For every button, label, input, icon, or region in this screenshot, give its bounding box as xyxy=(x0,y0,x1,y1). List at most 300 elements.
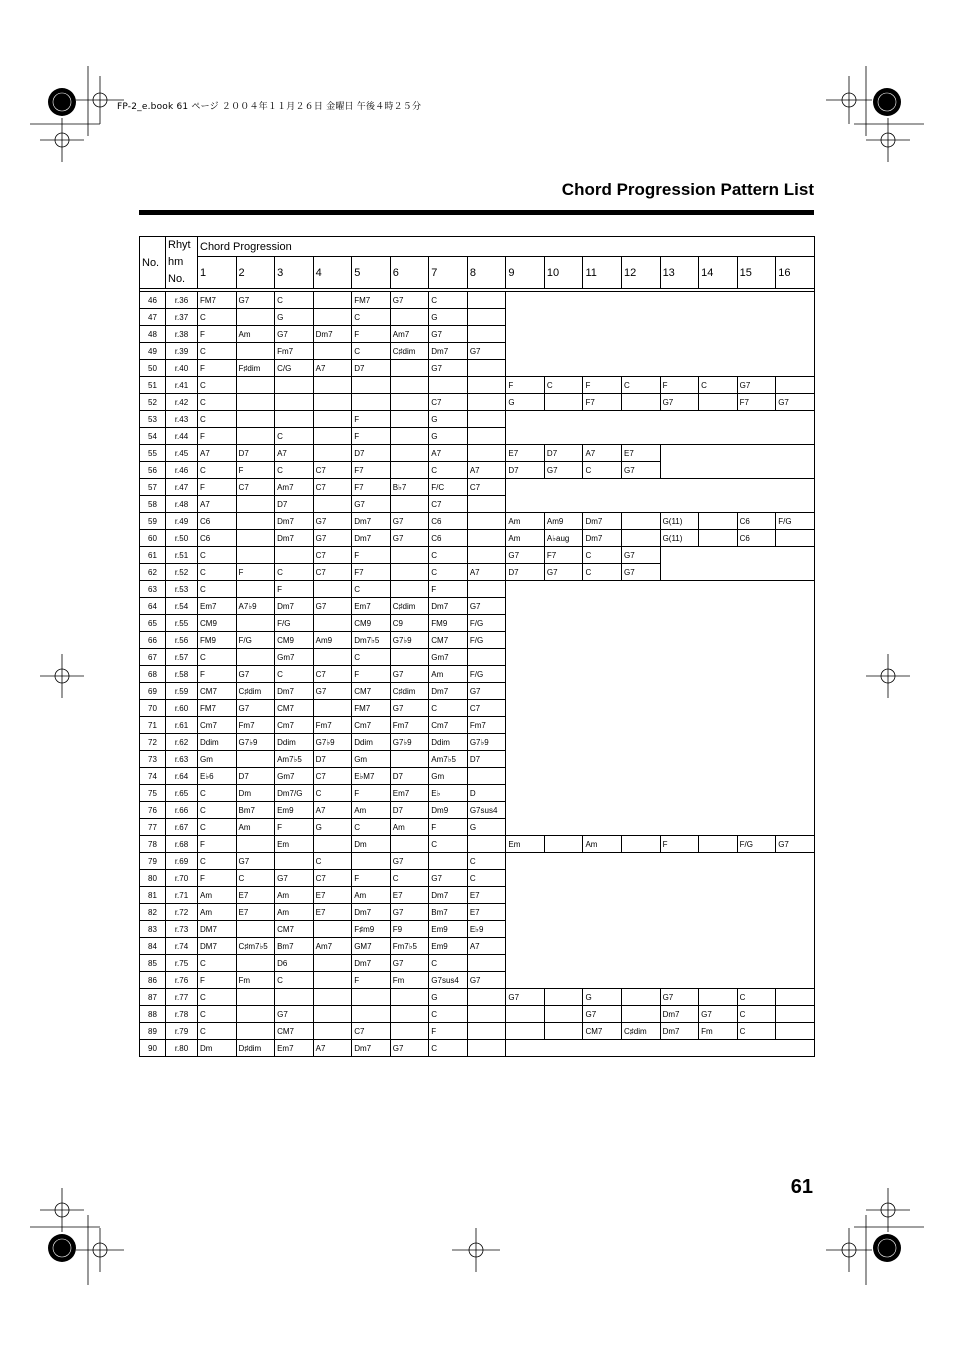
row-number: 61 xyxy=(140,547,166,564)
chord-cell xyxy=(467,1023,506,1040)
empty-area xyxy=(506,615,815,632)
chord-cell xyxy=(236,989,275,1006)
chord-cell xyxy=(313,989,352,1006)
table-row xyxy=(140,683,815,700)
chord-cell: A7♭9 xyxy=(236,598,275,615)
row-number: 72 xyxy=(140,734,166,751)
table-row xyxy=(140,836,815,853)
chord-cell xyxy=(313,972,352,989)
chord-cell: A7 xyxy=(313,1040,352,1057)
chord-cell: G7 xyxy=(390,530,429,547)
page-title: Chord Progression Pattern List xyxy=(561,180,814,199)
chord-cell xyxy=(622,836,661,853)
chord-cell: G7 xyxy=(236,292,275,309)
chord-cell: Em7 xyxy=(390,785,429,802)
chord-cell: Am xyxy=(198,904,237,921)
chord-cell: Fm7 xyxy=(236,717,275,734)
chord-cell: F/G xyxy=(236,632,275,649)
table-row xyxy=(140,547,815,564)
empty-area xyxy=(506,972,815,989)
chord-cell: G7 xyxy=(390,853,429,870)
chord-cell: C xyxy=(737,1006,776,1023)
chord-cell: C xyxy=(352,819,391,836)
rhythm-number: r.64 xyxy=(166,768,198,785)
row-number: 82 xyxy=(140,904,166,921)
chord-cell xyxy=(544,836,583,853)
chord-cell: CM7 xyxy=(275,700,314,717)
chord-cell: FM7 xyxy=(352,292,391,309)
empty-area xyxy=(506,598,815,615)
chord-cell: F xyxy=(429,581,468,598)
chord-cell xyxy=(390,360,429,377)
chord-cell: C7 xyxy=(236,479,275,496)
chord-cell: F xyxy=(275,819,314,836)
chord-cell: G7 xyxy=(275,870,314,887)
chord-cell xyxy=(352,989,391,1006)
chord-cell: CM7 xyxy=(583,1023,622,1040)
chord-cell xyxy=(467,411,506,428)
chord-cell: G7 xyxy=(390,955,429,972)
chord-cell: E♭9 xyxy=(467,921,506,938)
chord-cell: D♯dim xyxy=(236,1040,275,1057)
row-number: 63 xyxy=(140,581,166,598)
chord-cell: C xyxy=(275,292,314,309)
chord-cell xyxy=(467,496,506,513)
chord-cell: F xyxy=(275,581,314,598)
chord-cell xyxy=(390,989,429,1006)
chord-cell: G7 xyxy=(429,360,468,377)
chord-cell: E7 xyxy=(506,445,545,462)
table-row xyxy=(140,853,815,870)
chord-cell: A7 xyxy=(313,802,352,819)
header-column-12: 12 xyxy=(622,257,661,289)
chord-cell xyxy=(275,394,314,411)
chord-cell xyxy=(390,496,429,513)
rhythm-number: r.52 xyxy=(166,564,198,581)
chord-cell: C xyxy=(583,462,622,479)
table-row xyxy=(140,360,815,377)
table-row xyxy=(140,1023,815,1040)
chord-cell: C xyxy=(275,428,314,445)
chord-cell: G7 xyxy=(313,513,352,530)
row-number: 81 xyxy=(140,887,166,904)
row-number: 75 xyxy=(140,785,166,802)
chord-cell: D7 xyxy=(506,462,545,479)
chord-cell: Dm xyxy=(236,785,275,802)
row-number: 50 xyxy=(140,360,166,377)
chord-cell: C xyxy=(429,700,468,717)
chord-cell xyxy=(622,530,661,547)
chord-cell: C xyxy=(467,870,506,887)
chord-cell: G xyxy=(313,819,352,836)
chord-cell: F/G xyxy=(776,513,815,530)
empty-area xyxy=(506,870,815,887)
chord-cell: G7sus4 xyxy=(467,802,506,819)
chord-cell: A7 xyxy=(275,445,314,462)
chord-cell xyxy=(313,615,352,632)
chord-cell: F/G xyxy=(467,632,506,649)
empty-area xyxy=(660,547,814,564)
chord-cell: A7 xyxy=(467,462,506,479)
empty-area xyxy=(506,700,815,717)
table-row xyxy=(140,530,815,547)
table-row xyxy=(140,819,815,836)
chord-cell: D7 xyxy=(544,445,583,462)
chord-cell xyxy=(236,1023,275,1040)
chord-cell: G7 xyxy=(390,904,429,921)
empty-area xyxy=(506,921,815,938)
row-number: 53 xyxy=(140,411,166,428)
chord-cell: Dm7 xyxy=(352,513,391,530)
chord-cell xyxy=(236,547,275,564)
chord-cell: Gm7 xyxy=(275,649,314,666)
chord-cell xyxy=(313,1023,352,1040)
chord-cell: F xyxy=(236,462,275,479)
chord-cell: Am xyxy=(275,887,314,904)
row-number: 65 xyxy=(140,615,166,632)
chord-cell xyxy=(313,1006,352,1023)
chord-cell: C xyxy=(275,564,314,581)
chord-cell xyxy=(352,1006,391,1023)
chord-cell xyxy=(236,343,275,360)
table-row xyxy=(140,394,815,411)
chord-cell: CM9 xyxy=(352,615,391,632)
chord-cell xyxy=(275,411,314,428)
chord-cell: C xyxy=(699,377,738,394)
chord-cell: Cm7 xyxy=(352,717,391,734)
chord-cell: C/G xyxy=(275,360,314,377)
chord-cell: G7 xyxy=(544,462,583,479)
chord-cell: CM7 xyxy=(429,632,468,649)
chord-cell: Bm7 xyxy=(236,802,275,819)
chord-cell: F xyxy=(198,479,237,496)
chord-cell: G7 xyxy=(776,836,815,853)
table-row xyxy=(140,479,815,496)
chord-cell xyxy=(236,921,275,938)
rhythm-number: r.77 xyxy=(166,989,198,1006)
chord-cell: G xyxy=(506,394,545,411)
chord-cell: G(11) xyxy=(660,513,699,530)
table-row xyxy=(140,309,815,326)
chord-cell xyxy=(467,326,506,343)
chord-cell xyxy=(467,360,506,377)
chord-cell: F xyxy=(352,785,391,802)
chord-cell: Am7 xyxy=(275,479,314,496)
chord-cell: CM9 xyxy=(198,615,237,632)
chord-cell xyxy=(622,1006,661,1023)
chord-cell: C7 xyxy=(352,1023,391,1040)
chord-cell: C9 xyxy=(390,615,429,632)
chord-cell: Gm xyxy=(429,768,468,785)
header-column-7: 7 xyxy=(429,257,468,289)
chord-cell xyxy=(467,309,506,326)
chord-cell: F/C xyxy=(429,479,468,496)
row-number: 59 xyxy=(140,513,166,530)
row-number: 64 xyxy=(140,598,166,615)
row-number: 87 xyxy=(140,989,166,1006)
chord-cell: Fm xyxy=(236,972,275,989)
table-row xyxy=(140,326,815,343)
chord-cell: Am xyxy=(390,819,429,836)
chord-cell: C xyxy=(198,1006,237,1023)
table-row xyxy=(140,785,815,802)
chord-cell: Am xyxy=(236,326,275,343)
chord-cell: FM7 xyxy=(198,292,237,309)
chord-cell xyxy=(467,394,506,411)
chord-cell: F♯m9 xyxy=(352,921,391,938)
chord-cell xyxy=(313,496,352,513)
chord-cell xyxy=(313,581,352,598)
header-column-3: 3 xyxy=(275,257,314,289)
chord-cell: C xyxy=(429,1006,468,1023)
rhythm-number: r.70 xyxy=(166,870,198,887)
empty-area xyxy=(506,496,815,513)
chord-cell: G7sus4 xyxy=(429,972,468,989)
chord-cell xyxy=(236,394,275,411)
chord-cell: Am7♭5 xyxy=(275,751,314,768)
chord-cell: C7 xyxy=(467,479,506,496)
chord-cell: G7 xyxy=(313,530,352,547)
chord-cell: C6 xyxy=(737,530,776,547)
chord-cell: F xyxy=(660,377,699,394)
rhythm-number: r.66 xyxy=(166,802,198,819)
chord-cell xyxy=(467,428,506,445)
empty-area xyxy=(506,887,815,904)
chord-cell: GM7 xyxy=(352,938,391,955)
chord-cell: C xyxy=(622,377,661,394)
empty-area xyxy=(506,649,815,666)
chord-cell: C xyxy=(737,989,776,1006)
chord-cell: Em7 xyxy=(352,598,391,615)
chord-cell xyxy=(390,836,429,853)
chord-cell xyxy=(236,836,275,853)
chord-cell: C xyxy=(198,785,237,802)
chord-cell: G7 xyxy=(390,700,429,717)
chord-cell: Am xyxy=(275,904,314,921)
header-column-numbers xyxy=(140,257,815,289)
empty-area xyxy=(660,445,814,462)
row-number: 68 xyxy=(140,666,166,683)
row-number: 55 xyxy=(140,445,166,462)
chord-cell: A7 xyxy=(583,445,622,462)
row-number: 54 xyxy=(140,428,166,445)
table-body xyxy=(140,289,815,1057)
chord-cell: Em7 xyxy=(198,598,237,615)
chord-cell xyxy=(429,377,468,394)
empty-area xyxy=(506,632,815,649)
chord-cell xyxy=(544,394,583,411)
chord-cell: G7 xyxy=(390,513,429,530)
chord-cell xyxy=(313,343,352,360)
row-number: 84 xyxy=(140,938,166,955)
chord-cell: G xyxy=(429,428,468,445)
header-column-16: 16 xyxy=(776,257,815,289)
table-row xyxy=(140,445,815,462)
chord-cell: G7 xyxy=(429,870,468,887)
chord-cell: A7 xyxy=(429,445,468,462)
chord-cell xyxy=(390,428,429,445)
chord-cell: Fm7 xyxy=(467,717,506,734)
chord-cell: C xyxy=(352,343,391,360)
chord-cell: G7 xyxy=(275,1006,314,1023)
table-row xyxy=(140,666,815,683)
chord-cell: Gm7 xyxy=(275,768,314,785)
chord-cell: Em7 xyxy=(275,1040,314,1057)
chord-cell: G7 xyxy=(544,564,583,581)
chord-cell: C xyxy=(429,292,468,309)
chord-cell xyxy=(699,394,738,411)
chord-cell: G xyxy=(583,989,622,1006)
row-number: 74 xyxy=(140,768,166,785)
chord-cell xyxy=(390,394,429,411)
chord-cell: Ddim xyxy=(198,734,237,751)
chord-cell: E7 xyxy=(236,904,275,921)
chord-cell: Dm7 xyxy=(429,343,468,360)
chord-cell: G xyxy=(429,989,468,1006)
chord-cell: FM7 xyxy=(198,700,237,717)
chord-cell xyxy=(236,428,275,445)
chord-cell: E7 xyxy=(467,887,506,904)
chord-cell: Bm7 xyxy=(429,904,468,921)
chord-cell: G7 xyxy=(275,326,314,343)
chord-cell: D7 xyxy=(352,360,391,377)
chord-cell: Gm7 xyxy=(429,649,468,666)
chord-cell: CM7 xyxy=(275,921,314,938)
chord-cell xyxy=(313,700,352,717)
empty-area xyxy=(506,938,815,955)
chord-cell: Dm7 xyxy=(429,598,468,615)
chord-cell xyxy=(352,853,391,870)
chord-cell: G7 xyxy=(313,683,352,700)
chord-cell: C xyxy=(198,649,237,666)
chord-cell: E7 xyxy=(622,445,661,462)
rhythm-number: r.63 xyxy=(166,751,198,768)
chord-cell: Dm7 xyxy=(429,887,468,904)
chord-cell xyxy=(467,445,506,462)
chord-cell: G7♭9 xyxy=(390,734,429,751)
chord-cell: F xyxy=(429,819,468,836)
chord-cell xyxy=(236,530,275,547)
rhythm-number: r.53 xyxy=(166,581,198,598)
chord-cell xyxy=(236,581,275,598)
empty-area xyxy=(506,785,815,802)
chord-cell xyxy=(390,564,429,581)
chord-cell: F xyxy=(506,377,545,394)
chord-cell: CM7 xyxy=(198,683,237,700)
table-row xyxy=(140,292,815,309)
table-row xyxy=(140,496,815,513)
row-number: 76 xyxy=(140,802,166,819)
registration-disc-icon xyxy=(48,88,76,116)
chord-cell xyxy=(352,377,391,394)
chord-cell: C xyxy=(429,1040,468,1057)
chord-cell: D7 xyxy=(506,564,545,581)
chord-cell: Dm xyxy=(352,836,391,853)
table-row xyxy=(140,938,815,955)
empty-area xyxy=(506,360,815,377)
chord-cell: A7 xyxy=(467,564,506,581)
chord-cell: G7 xyxy=(660,989,699,1006)
chord-cell: F xyxy=(198,972,237,989)
row-number: 80 xyxy=(140,870,166,887)
chord-cell: C xyxy=(198,462,237,479)
chord-cell: G7 xyxy=(737,377,776,394)
chord-cell: F/G xyxy=(275,615,314,632)
chord-cell: C7 xyxy=(313,462,352,479)
rhythm-number: r.67 xyxy=(166,819,198,836)
chord-cell: C♯dim xyxy=(622,1023,661,1040)
table-row xyxy=(140,1006,815,1023)
chord-cell: C xyxy=(198,547,237,564)
table-row xyxy=(140,989,815,1006)
rhythm-number: r.46 xyxy=(166,462,198,479)
chord-cell: G7 xyxy=(467,343,506,360)
rhythm-number: r.47 xyxy=(166,479,198,496)
chord-cell xyxy=(776,377,815,394)
chord-cell xyxy=(390,411,429,428)
chord-cell xyxy=(236,649,275,666)
chord-cell xyxy=(390,1023,429,1040)
chord-cell xyxy=(544,1023,583,1040)
chord-cell: F7 xyxy=(544,547,583,564)
chord-cell: Am9 xyxy=(313,632,352,649)
chord-cell: G7 xyxy=(236,700,275,717)
table-row xyxy=(140,615,815,632)
table-row xyxy=(140,377,815,394)
chord-cell: C xyxy=(352,649,391,666)
table-row xyxy=(140,649,815,666)
chord-cell: Dm7 xyxy=(352,904,391,921)
header-column-2: 2 xyxy=(236,257,275,289)
row-number: 66 xyxy=(140,632,166,649)
chord-cell xyxy=(313,394,352,411)
chord-cell: Fm7 xyxy=(390,717,429,734)
empty-area xyxy=(506,1040,815,1057)
chord-cell xyxy=(390,445,429,462)
empty-area xyxy=(506,904,815,921)
table-row xyxy=(140,428,815,445)
chord-cell: C xyxy=(198,581,237,598)
empty-area xyxy=(506,411,815,428)
chord-cell: Em9 xyxy=(429,921,468,938)
chord-cell xyxy=(313,377,352,394)
page-number: 61 xyxy=(790,1176,813,1198)
chord-cell: C xyxy=(467,853,506,870)
chord-cell: FM7 xyxy=(352,700,391,717)
rhythm-number: r.80 xyxy=(166,1040,198,1057)
chord-cell xyxy=(313,836,352,853)
chord-cell xyxy=(390,462,429,479)
table-row xyxy=(140,972,815,989)
chord-cell: G7♭9 xyxy=(236,734,275,751)
chord-cell: F xyxy=(352,428,391,445)
chord-cell: C xyxy=(275,666,314,683)
row-number: 73 xyxy=(140,751,166,768)
chord-cell: Am xyxy=(506,513,545,530)
chord-cell xyxy=(776,530,815,547)
chord-cell: Am xyxy=(429,666,468,683)
chord-cell: C♯dim xyxy=(390,598,429,615)
chord-cell: E7 xyxy=(467,904,506,921)
chord-cell: CM9 xyxy=(275,632,314,649)
chord-cell xyxy=(467,377,506,394)
chord-cell: C7 xyxy=(313,870,352,887)
chord-cell xyxy=(390,1006,429,1023)
row-number: 51 xyxy=(140,377,166,394)
chord-cell: Fm xyxy=(699,1023,738,1040)
chord-cell: C xyxy=(198,1023,237,1040)
chord-cell: G7 xyxy=(390,292,429,309)
